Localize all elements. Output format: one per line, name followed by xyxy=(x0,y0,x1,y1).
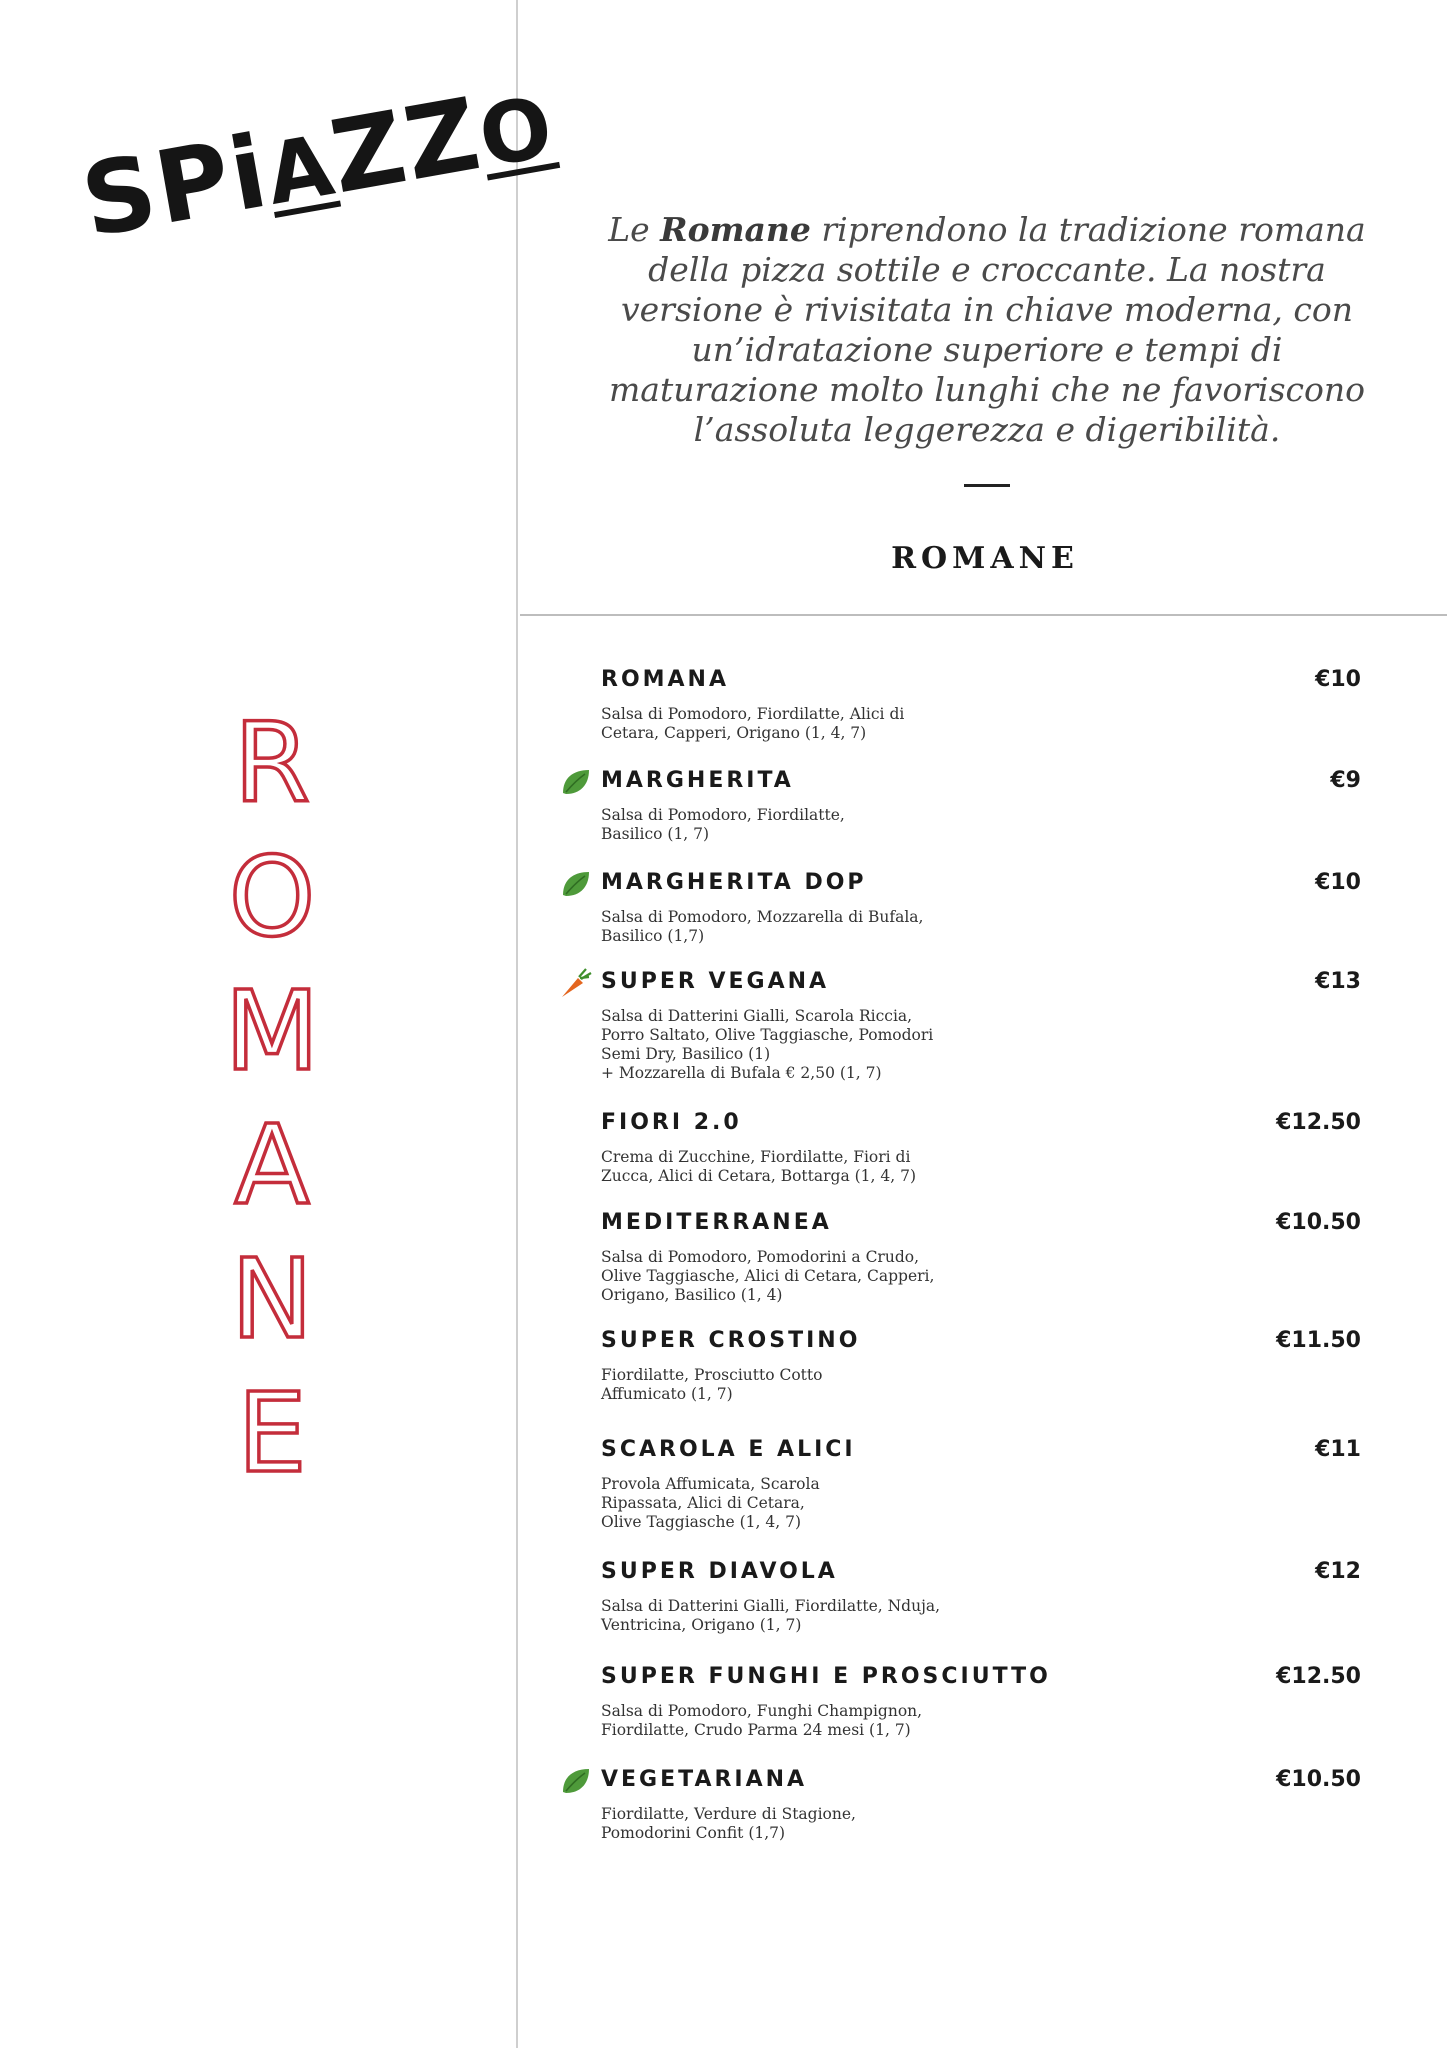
menu-item xyxy=(601,1662,1361,1740)
section-title: ROMANE xyxy=(891,541,1079,576)
intro-part1: Le xyxy=(608,210,661,249)
item-description: Crema di Zucchine, Fiordilatte, Fiori di Zucca, Alici di Cetara, Bottarga (1, 4, 7) xyxy=(601,1148,917,1185)
side-title xyxy=(213,696,331,1500)
side-letter: A xyxy=(234,1101,310,1229)
logo-text-4: O xyxy=(471,77,562,187)
vertical-divider xyxy=(516,0,518,2048)
menu-item xyxy=(601,1108,1361,1186)
item-name: ROMANA xyxy=(601,667,729,692)
item-price: €10.50 xyxy=(1276,1210,1361,1235)
menu-item xyxy=(601,1208,1361,1305)
menu-item xyxy=(601,1557,1361,1635)
side-letter: R xyxy=(233,699,311,827)
item-description: Fiordilatte, Verdure di Stagione, Pomodorini Confit (1,7) xyxy=(601,1805,856,1842)
leaf-icon xyxy=(559,1765,593,1797)
item-name: FIORI 2.0 xyxy=(601,1110,742,1135)
item-description: Salsa di Datterini Gialli, Scarola Riccia, Porro Saltato, Olive Taggiasche, Pomodori Semi Dry, Basilico (1) + Mozzarella di Bufala € 2,50 (1, 7) xyxy=(601,1007,934,1082)
horizontal-divider xyxy=(520,614,1447,616)
menu-item xyxy=(601,1326,1361,1404)
item-price: €11 xyxy=(1315,1437,1361,1462)
menu-item xyxy=(601,967,1361,1083)
item-price: €13 xyxy=(1315,969,1361,994)
logo-text-3: ZZ xyxy=(322,75,490,217)
item-name: SUPER DIAVOLA xyxy=(601,1559,838,1584)
logo-text-2: A xyxy=(259,115,343,224)
item-name: SCAROLA E ALICI xyxy=(601,1437,856,1462)
intro-bold: Romane xyxy=(660,210,811,249)
item-description: Fiordilatte, Prosciutto Cotto Affumicato (1, 7) xyxy=(601,1366,823,1403)
item-description: Salsa di Pomodoro, Pomodorini a Crudo, Olive Taggiasche, Alici di Cetara, Capperi, Origano, Basilico (1, 4) xyxy=(601,1248,935,1304)
spiazzo-logo xyxy=(71,67,562,277)
item-price: €11.50 xyxy=(1276,1328,1361,1353)
intro-part2: riprendono la tradizione romana della pizza sottile e croccante. La nostra versione è rivisitata in chiave moderna, con un’idratazione superiore e tempi di maturazione molto lunghi che ne favoriscono l’assoluta leggerezza e digeribilità. xyxy=(609,210,1366,449)
item-description: Salsa di Pomodoro, Funghi Champignon, Fiordilatte, Crudo Parma 24 mesi (1, 7) xyxy=(601,1702,923,1739)
item-name: MARGHERITA xyxy=(601,768,794,793)
item-price: €9 xyxy=(1330,768,1361,793)
side-letter: E xyxy=(237,1369,307,1497)
item-price: €12 xyxy=(1315,1559,1361,1584)
item-name: SUPER FUNGHI E PROSCIUTTO xyxy=(601,1664,1051,1689)
item-name: VEGETARIANA xyxy=(601,1767,808,1792)
item-description: Salsa di Pomodoro, Mozzarella di Bufala, Basilico (1,7) xyxy=(601,908,924,945)
item-name: MARGHERITA DOP xyxy=(601,870,867,895)
item-name: SUPER VEGANA xyxy=(601,969,830,994)
intro-text xyxy=(600,210,1374,450)
menu-item xyxy=(601,868,1361,946)
item-description: Salsa di Pomodoro, Fiordilatte, Alici di Cetara, Capperi, Origano (1, 4, 7) xyxy=(601,705,905,742)
menu-item xyxy=(601,1435,1361,1532)
item-description: Salsa di Pomodoro, Fiordilatte, Basilico (1, 7) xyxy=(601,806,845,843)
menu-item xyxy=(601,766,1361,844)
leaf-icon xyxy=(559,868,593,900)
item-name: MEDITERRANEA xyxy=(601,1210,832,1235)
item-description: Salsa di Datterini Gialli, Fiordilatte, Nduja, Ventricina, Origano (1, 7) xyxy=(601,1597,941,1634)
item-price: €10 xyxy=(1315,870,1361,895)
item-price: €10 xyxy=(1315,667,1361,692)
item-name: SUPER CROSTINO xyxy=(601,1328,861,1353)
item-description: Provola Affumicata, Scarola Ripassata, Alici di Cetara, Olive Taggiasche (1, 4, 7) xyxy=(601,1475,820,1531)
dash-separator xyxy=(964,484,1010,487)
carrot-icon xyxy=(559,967,593,999)
side-letter: O xyxy=(228,833,316,961)
item-price: €12.50 xyxy=(1276,1664,1361,1689)
menu-item xyxy=(601,665,1361,743)
item-price: €10.50 xyxy=(1276,1767,1361,1792)
side-letter: M xyxy=(224,967,320,1095)
leaf-icon xyxy=(559,766,593,798)
side-letter: N xyxy=(230,1235,314,1363)
item-price: €12.50 xyxy=(1276,1110,1361,1135)
menu-item xyxy=(601,1765,1361,1843)
logo-text-1: SPi xyxy=(73,112,277,261)
